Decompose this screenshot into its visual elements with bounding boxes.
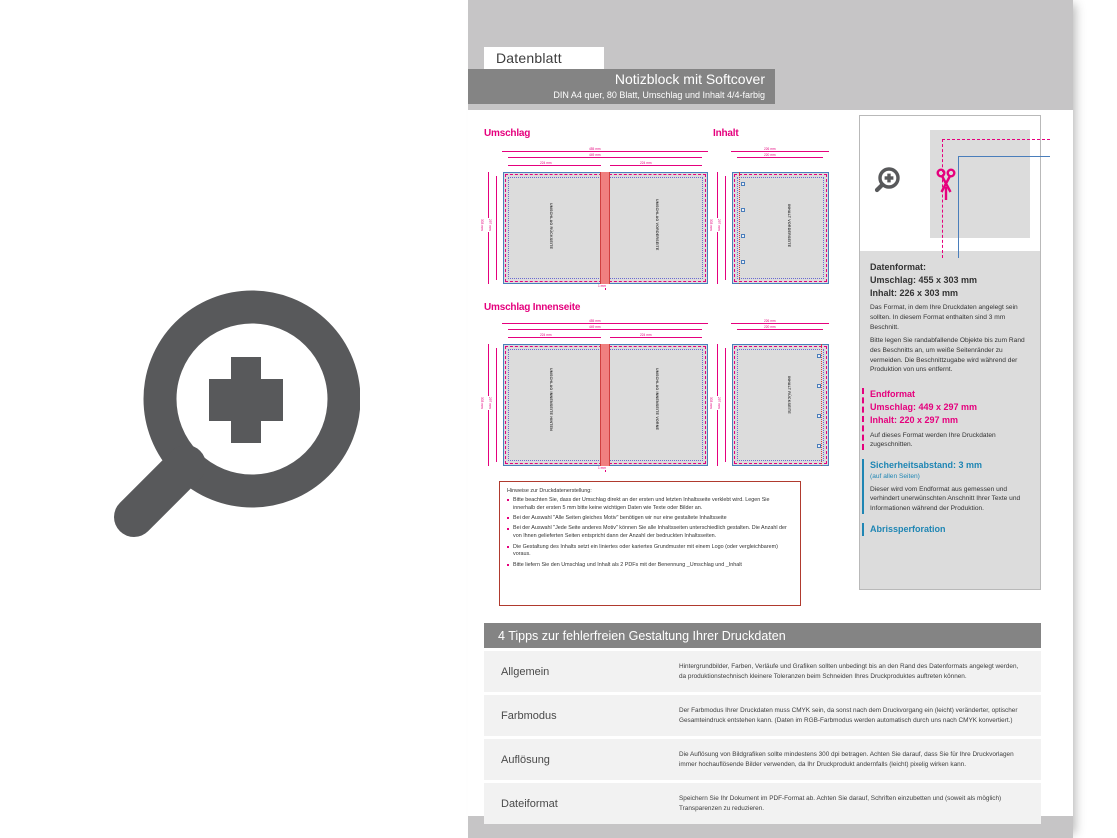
tip-desc: Hintergrundbilder, Farben, Verläufe und Grafiken sollten unbedingt bis an den Rand des Datenformats angelegt werden, da produktionstechnisch kleinere Toleranzen beim Schneiden Ihres Druckproduktes auftreten können. — [679, 662, 1019, 680]
tip-desc: Die Auflösung von Bildgrafiken sollte mindestens 300 dpi betragen. Achten Sie darauf, dass Sie für Ihre Druckvorlagen immer hochauflösende Bilder verwenden, da Ihr Druckprodukt andernfalls (leicht) pixelig wirken kann. — [679, 750, 1014, 768]
left-illustration — [0, 0, 468, 838]
notes-box — [499, 481, 801, 606]
datenformat-body: Das Format, in dem Ihre Druckdaten angelegt sein sollten. In diesem Format enthalten sind 3 mm Beschnitt. — [870, 304, 1018, 331]
scissors-icon — [935, 168, 957, 202]
info-panel — [859, 115, 1041, 590]
label-cover-back: UMSCHLAG RÜCKSEITE — [549, 203, 553, 250]
diagram-umschlag: 455 mm 449 mm 224 mm 224 mm 303 mm 297 mm 1 mm UMSCHLAG RÜCKSEITE UMSCHLAG VORDERSEITE — [484, 146, 712, 288]
datenformat-inhalt: Inhalt: 226 x 303 mm — [870, 288, 959, 299]
tab-datenblatt-label: Datenblatt — [496, 50, 562, 66]
label-content-front: INHALT VORDERSEITE — [787, 204, 791, 248]
info-body — [870, 261, 1032, 536]
tips-table — [484, 623, 1041, 824]
tips-heading: 4 Tipps zur fehlerfreien Gestaltung Ihrer Druckdaten — [484, 623, 1041, 648]
endformat-umschlag: Umschlag: 449 x 297 mm — [870, 402, 978, 413]
table-row — [484, 651, 1041, 692]
tip-desc: Speichern Sie Ihr Dokument im PDF-Format ab. Achten Sie darauf, Schriften einzubetten und (soweit als möglich) Transparenzen zu reduzieren. — [679, 794, 1002, 812]
endformat-inhalt: Inhalt: 220 x 297 mm — [870, 415, 959, 426]
label-cover-front: UMSCHLAG VORDERSEITE — [655, 199, 659, 251]
tip-name: Auflösung — [501, 753, 550, 766]
info-datenformat — [870, 261, 1032, 375]
format-preview — [930, 130, 1030, 238]
diagram-umschlag-innenseite: 455 mm 449 mm 224 mm 224 mm 303 mm 297 mm 1 mm UMSCHLAG INNENSEITE HINTEN UMSCHLAG INNENSEITE VORNE — [484, 318, 712, 470]
note-item: Bitte liefern Sie den Umschlag und Inhalt als 2 PDFs mit der Benennung _Umschlag und _Inhalt — [507, 562, 793, 570]
notes-title: Hinweise zur Druckdatenerstellung: — [507, 488, 592, 494]
tip-name: Farbmodus — [501, 709, 557, 722]
tip-name: Allgemein — [501, 665, 550, 678]
trim-guide — [958, 156, 1050, 258]
datasheet-page — [468, 0, 1073, 838]
page-subtitle: DIN A4 quer, 80 Blatt, Umschlag und Inhalt 4/4-farbig — [553, 90, 765, 100]
tip-name: Dateiformat — [501, 797, 558, 810]
datenformat-heading: Datenformat: — [870, 262, 927, 272]
label-cover-inside-back: UMSCHLAG INNENSEITE HINTEN — [549, 368, 553, 431]
info-abrissperforation — [862, 523, 1032, 536]
magnifier-plus-icon — [872, 166, 902, 196]
datenformat-body2: Bitte legen Sie randabfallende Objekte bis zum Rand des Beschnitts an, um weiße Seitenränder zu vermeiden. Die Beschnittzugabe wird während der Produktion von uns entfernt. — [870, 336, 1025, 374]
sicherheitsabstand-heading: Sicherheitsabstand: 3 mm — [870, 460, 983, 471]
table-row — [484, 695, 1041, 736]
datenformat-umschlag: Umschlag: 455 x 303 mm — [870, 275, 978, 286]
tip-desc: Der Farbmodus Ihrer Druckdaten muss CMYK sein, da sonst nach dem Druckvorgang ein (leicht) veränderter, optischer Gesamteindruck entstehen kann. (Daten im RGB-Farbmodus werden automatisch durch uns nach CMYK konvertiert.) — [679, 706, 1018, 724]
table-row — [484, 739, 1041, 780]
info-sicherheitsabstand — [862, 459, 1032, 514]
sicherheitsabstand-sub: (auf allen Seiten) — [870, 473, 920, 481]
label-content-back: INHALT RÜCKSEITE — [787, 376, 791, 414]
note-item: Bitte beachten Sie, dass der Umschlag direkt an der ersten und letzten Inhaltsseite verklebt wird. Legen Sie innerhalb der ersten 5 mm bitte keine wichtigen Daten wie Texte oder Bilder an. — [507, 497, 793, 513]
magnifier-plus-icon — [100, 289, 360, 551]
note-item: Bei der Auswahl "Alle Seiten gleiches Motiv" benötigen wir nur eine gestaltete Inhaltsseite — [507, 515, 793, 523]
note-item: Die Gestaltung des Inhalts setzt ein liniertes oder kariertes Grundmuster mit einem Logo (oder vergleichbarem) voraus. — [507, 544, 793, 560]
table-row — [484, 783, 1041, 824]
tab-datenblatt[interactable] — [484, 47, 604, 69]
diagram-inhalt: 226 mm 220 mm 303 mm 297 mm INHALT VORDERSEITE — [713, 146, 833, 288]
note-item: Bei der Auswahl "Jede Seite anderes Motiv" können Sie alle Inhaltsseiten unterschiedlich gestalten. Die Anzahl der von Ihnen gelieferten Seiten entspricht dann der Anzahl der bedruckten Inhaltsseiten. — [507, 525, 793, 541]
abrissperforation-heading: Abrissperforation — [870, 524, 946, 535]
sicherheitsabstand-body: Dieser wird vom Endformat aus gemessen und verhindert unerwünschten Anschnitt Ihrer Texte und Informationen während der Produktion. — [870, 485, 1021, 513]
diagram-label-umschlag: Umschlag — [484, 128, 531, 139]
product-title-bar — [468, 69, 775, 104]
endformat-body: Auf dieses Format werden Ihre Druckdaten zugeschnitten. — [870, 431, 996, 449]
info-endformat — [862, 388, 1032, 450]
diagram-label-inhalt: Inhalt — [713, 128, 739, 139]
endformat-heading: Endformat — [870, 389, 915, 400]
diagram-inhalt-rueckseite: 226 mm 220 mm 303 mm 297 mm INHALT RÜCKSEITE — [713, 318, 833, 470]
preview-zone — [860, 116, 1040, 251]
label-cover-inside-front: UMSCHLAG INNENSEITE VORNE — [655, 368, 659, 431]
page-title: Notizblock mit Softcover — [614, 71, 765, 87]
diagram-label-umschlag-innenseite: Umschlag Innenseite — [484, 302, 581, 313]
